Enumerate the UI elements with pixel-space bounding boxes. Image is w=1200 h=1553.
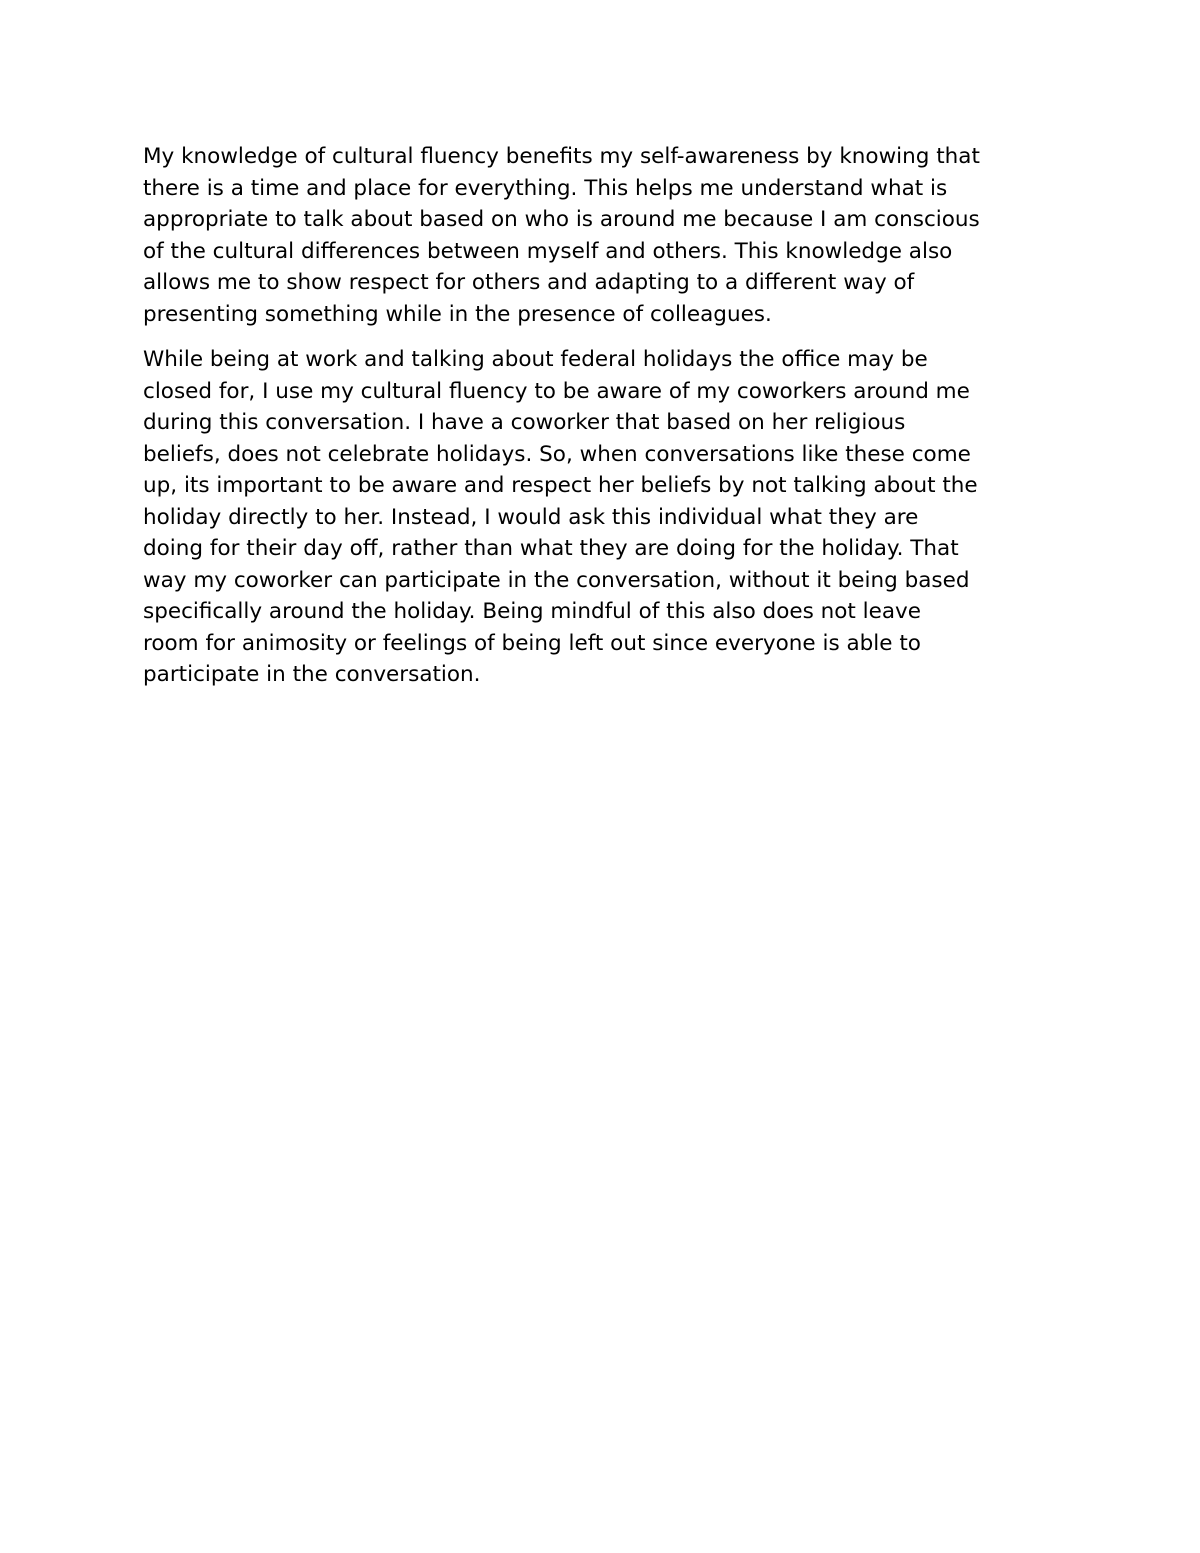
document-body [143,141,1061,691]
paragraph-1: My knowledge of cultural fluency benefits my self-awareness by knowing that there is a time and place for everything. This helps me understand what is appropriate to talk about based on who is around me because I am conscious of the cultural differences between myself and others. This knowledge also allows me to show respect for others and adapting to a different way of presenting something while in the presence of colleagues. [143,144,980,327]
paragraph-2: While being at work and talking about federal holidays the office may be closed for, I use my cultural fluency to be aware of my coworkers around me during this conversation. I have a coworker that based on her religious beliefs, does not celebrate holidays. So, when conversations like these come up, its important to be aware and respect her beliefs by not talking about the holiday directly to her. Instead, I would ask this individual what they are doing for their day off, rather than what they are doing for the holiday. That way my coworker can participate in the conversation, without it being based specifically around the holiday. Being mindful of this also does not leave room for animosity or feelings of being left out since everyone is able to participate in the conversation. [143,347,978,687]
